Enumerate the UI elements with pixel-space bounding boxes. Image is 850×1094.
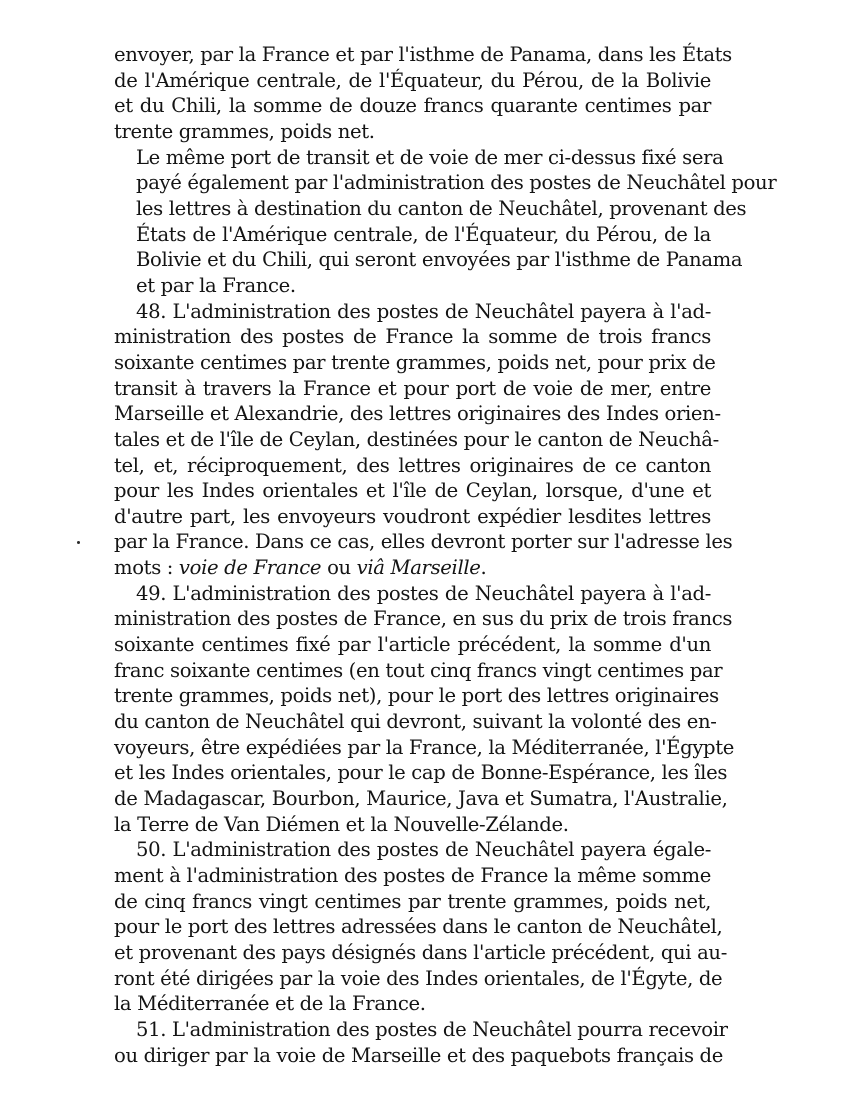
text-line-address-mention <box>114 555 711 581</box>
text-line: tel, et, réciproquement, des lettres originaires de ce canton <box>114 453 711 477</box>
article-49 <box>114 581 735 838</box>
paragraph-transit-reciprocal <box>114 145 777 299</box>
text-line: États de l'Amérique centrale, de l'Équateur, du Pérou, de la <box>136 222 711 246</box>
text-line: trente grammes, poids net), pour le port des lettres originaires <box>114 684 719 708</box>
text-line: ment à l'administration des postes de France la même somme <box>114 864 711 887</box>
article-50 <box>114 837 727 1017</box>
text-line: franc soixante centimes (en tout cinq francs vingt centimes par <box>114 658 723 682</box>
text-line: et provenant des pays désignés dans l'article précédent, qui au- <box>114 940 727 964</box>
text-line: payé également par l'administration des postes de Neuchâtel pour <box>136 171 777 195</box>
text-line: Bolivie et du Chili, qui seront envoyées par l'isthme de Panama <box>136 248 743 272</box>
article-51 <box>114 1017 728 1068</box>
text-line: Marseille et Alexandrie, des lettres originaires des Indes orien- <box>114 402 721 426</box>
text-line: ministration des postes de France la somme de trois francs <box>114 325 711 349</box>
text-line: la Terre de Van Diémen et la Nouvelle-Zélande. <box>114 812 569 836</box>
text-line: 48. L'administration des postes de Neuchâtel payera à l'ad- <box>136 299 711 323</box>
text-line: 49. L'administration des postes de Neuchâtel payera à l'ad- <box>136 581 711 605</box>
text-line: d'autre part, les envoyeurs voudront expédier lesdites lettres <box>114 504 711 528</box>
text-line: Le même port de transit et de voie de mer ci-dessus fixé sera <box>136 145 724 169</box>
text-line: et du Chili, la somme de douze francs quarante centimes par <box>114 94 711 118</box>
text-line: soixante centimes par trente grammes, poids net, pour prix de <box>114 350 716 374</box>
article-48 <box>114 299 733 581</box>
text-line: les lettres à destination du canton de Neuchâtel, provenant des <box>136 196 747 220</box>
text-line: transit à travers la France et pour port de voie de mer, entre <box>114 376 711 400</box>
text-line: 51. L'administration des postes de Neuchâtel pourra recevoir <box>136 1017 728 1041</box>
text-line: pour les Indes orientales et l'île de Ceylan, lorsque, d'une et <box>114 479 711 503</box>
text-line: de cinq francs vingt centimes par trente grammes, poids net, <box>114 889 711 913</box>
text-line: soixante centimes fixé par l'article précédent, la somme d'un <box>114 633 711 657</box>
text-line: voyeurs, être expédiées par la France, la Méditerranée, l'Égypte <box>114 735 735 759</box>
text-line: tales et de l'île de Ceylan, destinées pour le canton de Neuchâ- <box>114 427 719 451</box>
text-line: de Madagascar, Bourbon, Maurice, Java et Sumatra, l'Australie, <box>114 787 728 811</box>
final-period: . <box>480 556 487 580</box>
text-line: pour le port des lettres adressées dans le canton de Neuchâtel, <box>114 915 723 939</box>
text-line: ministration des postes de France, en sus du prix de trois francs <box>114 607 733 631</box>
document-page <box>114 42 777 1068</box>
ou-connector: ou <box>321 556 357 580</box>
text-line: la Méditerranée et de la France. <box>114 992 426 1016</box>
mots-prefix: mots : <box>114 556 179 580</box>
text-line: ront été dirigées par la voie des Indes orientales, de l'Égyte, de <box>114 966 723 990</box>
text-line: ou diriger par la voie de Marseille et des paquebots français de <box>114 1043 723 1067</box>
margin-speck <box>77 541 80 544</box>
text-line: et par la France. <box>136 273 296 297</box>
text-line: par la France. Dans ce cas, elles devront porter sur l'adresse les <box>114 530 733 554</box>
text-line: et les Indes orientales, pour le cap de Bonne-Espérance, les îles <box>114 761 728 785</box>
text-line: envoyer, par la France et par l'isthme de Panama, dans les États <box>114 43 732 66</box>
italic-via-marseille: viâ Marseille <box>356 556 481 580</box>
text-line: du canton de Neuchâtel qui devront, suivant la volonté des en- <box>114 710 717 734</box>
text-line: trente grammes, poids net. <box>114 119 375 143</box>
text-line: 50. L'administration des postes de Neuchâtel payera égale- <box>136 838 711 862</box>
text-line: de l'Amérique centrale, de l'Équateur, du Pérou, de la Bolivie <box>114 68 711 92</box>
italic-voie-de-france: voie de France <box>178 556 322 580</box>
paragraph-panama-rate-end <box>114 42 732 145</box>
